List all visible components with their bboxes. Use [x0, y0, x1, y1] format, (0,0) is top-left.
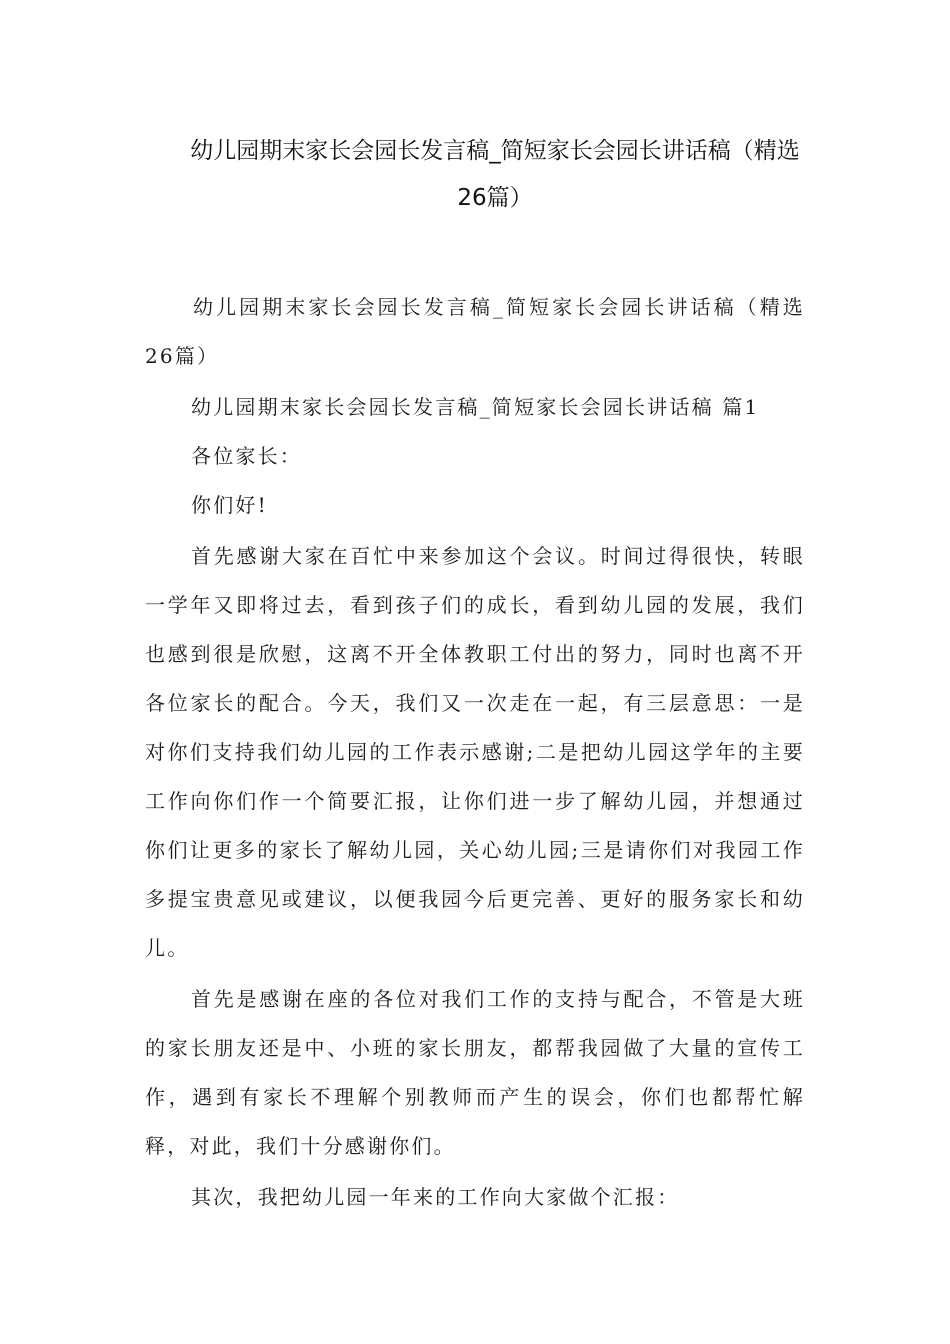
paragraph-repeated-title: 幼儿园期末家长会园长发言稿_简短家长会园长讲话稿（精选26篇） [145, 295, 805, 368]
document-title: 幼儿园期末家长会园长发言稿_简短家长会园长讲话稿（精选26篇） [190, 138, 800, 211]
paragraph-body: 首先是感谢在座的各位对我们工作的支持与配合，不管是大班的家长朋友还是中、小班的家长朋友，都帮我园做了大量的宣传工作，遇到有家长不理解个别教师而产生的误会，你们也都帮忙解释，对此，我们十分感谢你们。 [145, 987, 805, 1158]
paragraph-body: 首先感谢大家在百忙中来参加这个会议。时间过得很快，转眼一学年又即将过去，看到孩子们的成长，看到幼儿园的发展，我们也感到很是欣慰，这离不开全体教职工付出的努力，同时也离不开各位家长的配合。今天，我们又一次走在一起，有三层意思：一是对你们支持我们幼儿园的工作表示感谢;二是把幼儿园这学年的主要工作向你们作一个简要汇报，让你们进一步了解幼儿园，并想通过你们让更多的家长了解幼儿园，关心幼儿园;三是请你们对我园工作多提宝贵意见或建议，以便我园今后更完善、更好的服务家长和幼儿。 [145, 544, 805, 960]
paragraph-greeting: 你们好! [191, 493, 268, 517]
paragraph-salutation: 各位家长： [191, 444, 302, 468]
paragraph-body: 其次，我把幼儿园一年来的工作向大家做个汇报： [191, 1185, 680, 1209]
paragraph-section-heading: 幼儿园期末家长会园长发言稿_简短家长会园长讲话稿 篇1 [191, 395, 760, 419]
document-body [145, 283, 805, 1222]
